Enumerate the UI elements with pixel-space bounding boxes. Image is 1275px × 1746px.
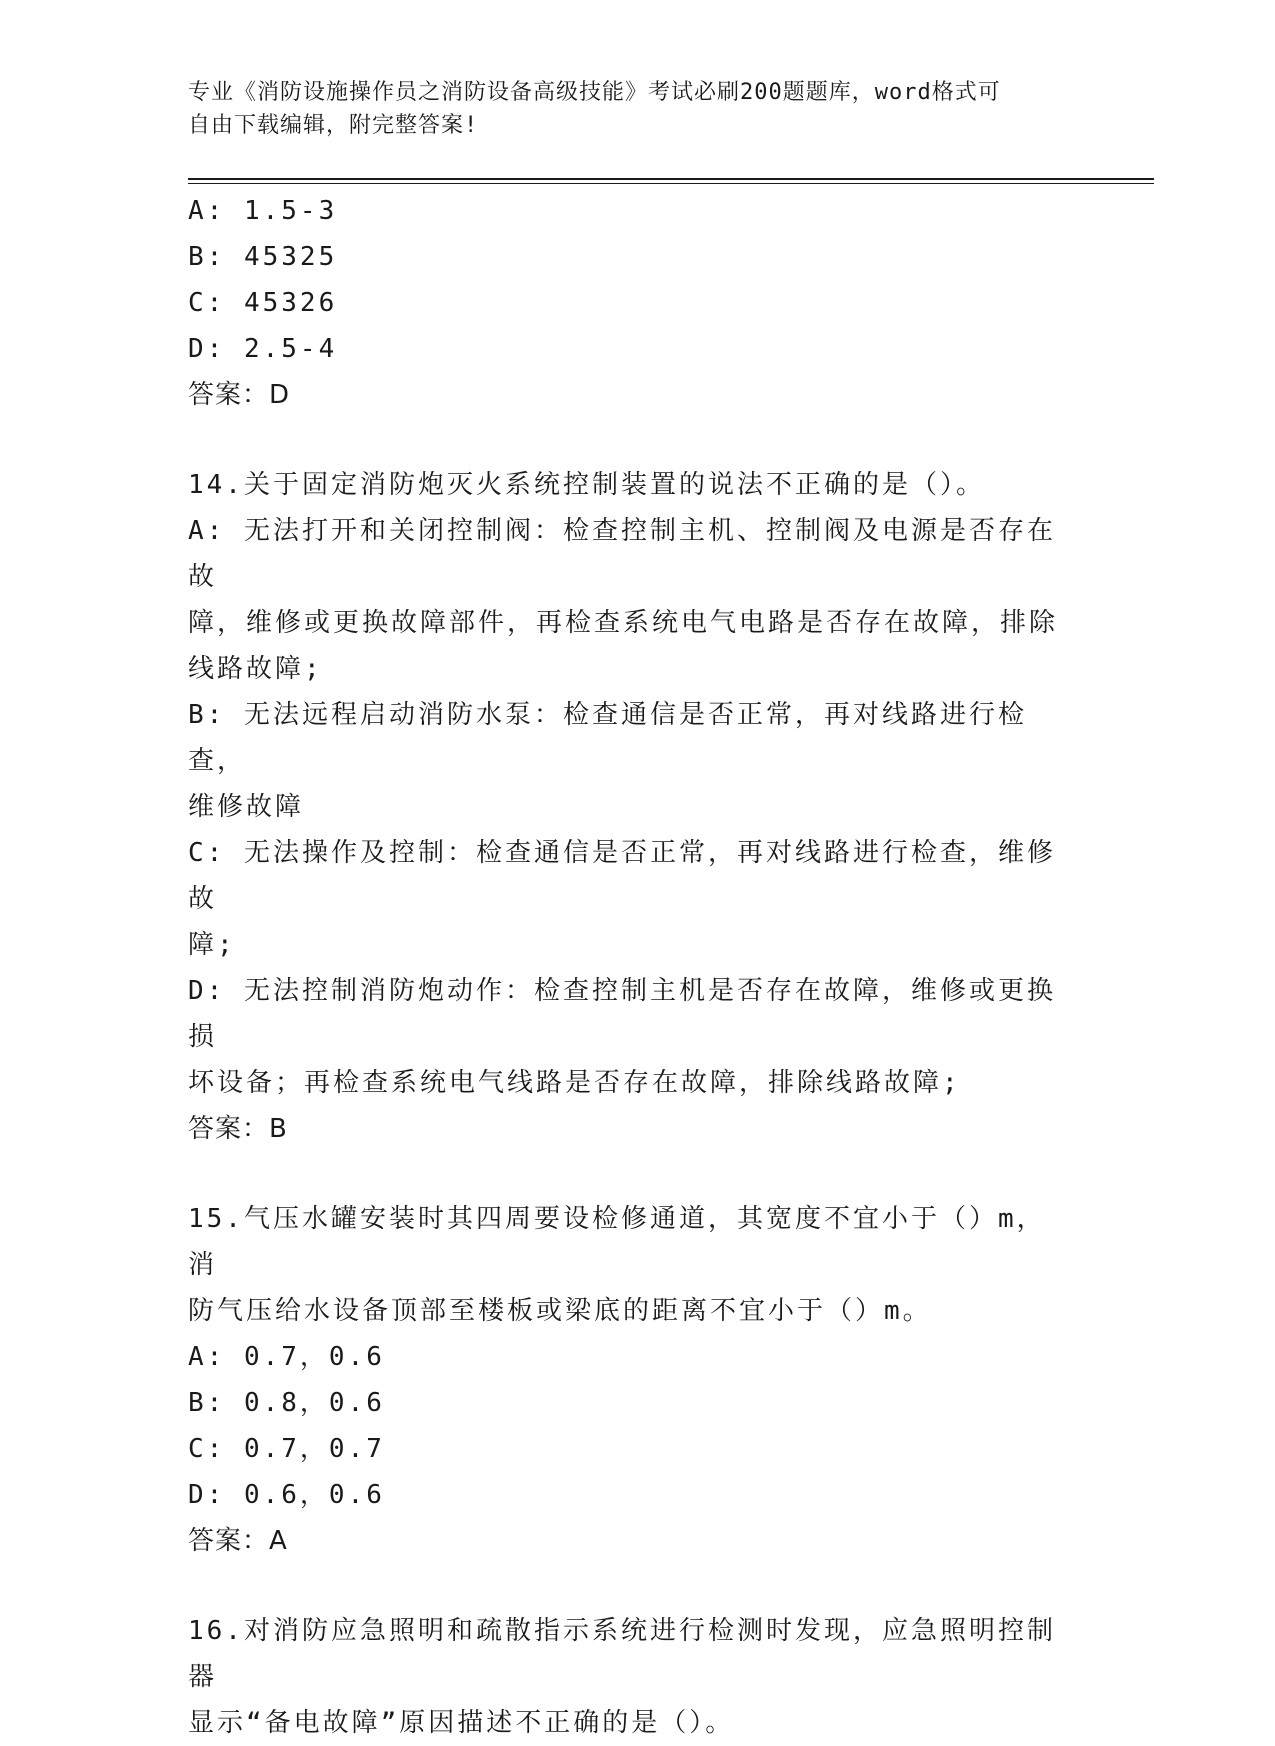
spacer [188, 1564, 1068, 1608]
option-a: A: 0.7，0.6 [188, 1342, 385, 1372]
page-header [188, 76, 1068, 142]
option-d: D: 0.6，0.6 [188, 1480, 385, 1510]
question-stem-cont: 防气压给水设备顶部至楼板或梁底的距离不宜小于（）m。 [188, 1296, 932, 1326]
question-content [188, 188, 1068, 1746]
option-b: B: 无法远程启动消防水泵：检查通信是否正常，再对线路进行检查， [188, 700, 1027, 776]
option-a-cont: 障，维修或更换故障部件，再检查系统电气电路是否存在故障，排除 [188, 608, 1059, 638]
option-a: A: 1.5-3 [188, 196, 338, 226]
option-c: C: 45326 [188, 288, 338, 318]
spacer [188, 1152, 1068, 1196]
option-d: D: 无法控制消防炮动作：检查控制主机是否存在故障，维修或更换损 [188, 976, 1056, 1052]
header-line-1: 专业《消防设施操作员之消防设备高级技能》考试必刷200题题库，word格式可 [188, 80, 1001, 105]
spacer [188, 418, 1068, 462]
question-stem-cont: 显示“备电故障”原因描述不正确的是（）。 [188, 1708, 735, 1738]
header-divider-thin [188, 183, 1154, 184]
question-stem: 14.关于固定消防炮灭火系统控制装置的说法不正确的是（）。 [188, 470, 985, 500]
option-c: C: 无法操作及控制：检查通信是否正常，再对线路进行检查，维修故 [188, 838, 1056, 914]
option-c: C: 0.7，0.7 [188, 1434, 385, 1464]
question-13-tail [188, 188, 1068, 418]
option-b: B: 45325 [188, 242, 338, 272]
option-d-cont: 坏设备；再检查系统电气线路是否存在故障，排除线路故障; [188, 1068, 961, 1098]
question-15 [188, 1196, 1068, 1564]
option-d: D: 2.5-4 [188, 334, 338, 364]
header-divider-thick [188, 178, 1154, 180]
question-stem: 16.对消防应急照明和疏散指示系统进行检测时发现，应急照明控制器 [188, 1616, 1056, 1692]
question-16 [188, 1608, 1068, 1746]
option-b-cont: 维修故障 [188, 792, 305, 822]
answer: 答案：D [188, 380, 291, 410]
option-a-cont: 线路故障; [188, 654, 323, 684]
option-a: A: 无法打开和关闭控制阀：检查控制主机、控制阀及电源是否存在故 [188, 516, 1056, 592]
question-stem: 15.气压水罐安装时其四周要设检修通道，其宽度不宜小于（）m，消 [188, 1204, 1046, 1280]
option-b: B: 0.8，0.6 [188, 1388, 385, 1418]
answer: 答案：B [188, 1114, 288, 1144]
answer: 答案：A [188, 1526, 288, 1556]
header-line-2: 自由下载编辑，附完整答案! [188, 113, 479, 138]
option-c-cont: 障; [188, 930, 236, 960]
question-14 [188, 462, 1068, 1152]
